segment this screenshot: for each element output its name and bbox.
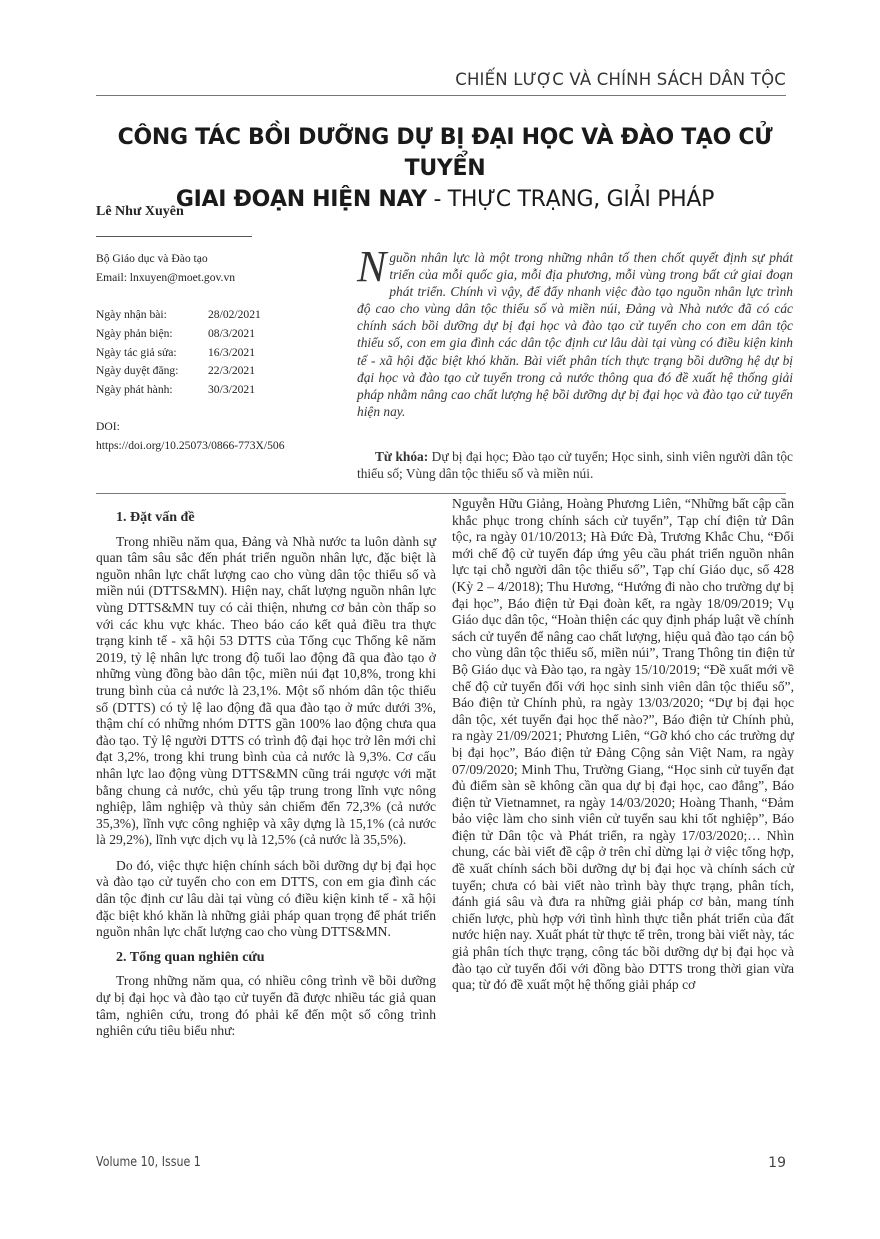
author-divider — [96, 236, 252, 237]
section-divider — [96, 493, 786, 494]
title-line-2-bold: GIAI ĐOẠN HIỆN NAY — [175, 187, 427, 212]
title-line-2-light: - THỰC TRẠNG, GIẢI PHÁP — [426, 187, 715, 212]
paragraph: Do đó, việc thực hiện chính sách bồi dưỡng dự bị đại học và đào tạo cử tuyển cho con em DTTS, con em gia đình các dân tộc định cư lâu dài tại vùng có điều kiện kinh tế - xã hội đặc biệt khó khăn là những giải pháp quan trọng để phát triển nguồn nhân lực chất lượng cao cho vùng DTTS&MN. — [96, 857, 436, 940]
date-row: Ngày duyệt đăng: 22/3/2021 — [96, 364, 256, 378]
footer-volume: Volume 10, Issue 1 — [96, 1155, 201, 1170]
date-row: Ngày nhận bài: 28/02/2021 — [96, 308, 261, 321]
abstract-dropcap: N — [357, 242, 387, 291]
email: Email: lnxuyen@moet.gov.vn — [96, 270, 236, 284]
keywords-label: Từ khóa: — [375, 449, 429, 464]
paragraph: Trong những năm qua, có nhiều công trình về bồi dưỡng dự bị đại học và đào tạo cử tuyển đã được nhiều tác giả quan tâm, nghiên cứu, trong đó phải kể đến một số công trình nghiên cứu tiêu biểu như: — [96, 973, 436, 1039]
author-name: Lê Như Xuyên — [96, 204, 184, 219]
doi-link[interactable]: https://doi.org/10.25073/0866-773X/506 — [96, 438, 285, 452]
body-column-right — [452, 496, 794, 1003]
doi-block — [96, 418, 285, 456]
header-divider — [96, 95, 786, 96]
paragraph: Nguyễn Hữu Giảng, Hoàng Phương Liên, “Những bất cập cần khắc phục trong chính sách cử tuyển”, Tạp chí điện tử Dân tộc, ra ngày 01/10/2013; Hà Đức Đà, Trương Khắc Chu, “Đổi mới chế độ cử tuyển đáp ứng yêu cầu phát triển nguồn nhân lực tại chỗ người dân tộc thiểu số”, Tạp chí Giáo dục, số 428 (Kỳ 2 – 4/2018); Thu Hương, “Hướng đi nào cho trường dự bị đại học”, Báo điện tử Đại đoàn kết, ra ngày 18/09/2019; Vụ Giáo dục dân tộc, “Hoàn thiện các quy định pháp luật về chính sách cử tuyển để nâng cao chất lượng, hiệu quả đào tạo cán bộ cho vùng dân tộc thiểu số, miền núi”, Trang Thông tin điện tử Bộ Giáo dục và Đào tạo, ra ngày 15/10/2019; “Đề xuất mới về chế độ cử tuyển đối với học sinh sinh viên dân tộc thiểu số”, Báo điện tử Chính phủ, ra ngày 13/03/2020; “Dự bị đại học dân tộc, xét tuyển đại học thế nào?”, Báo điện tử Chính phủ, ra ngày 21/09/2021; Phương Liên, “Gỡ khó cho các trường dự bị đại học”, Báo điện tử Đảng Cộng sản Việt Nam, ra ngày 07/09/2020; Minh Thu, Trường Giang, “Học sinh cử tuyển đạt đủ điểm sàn sẽ không cần qua dự bị đại học, cao đẳng”, Báo điện tử Vietnamnet, ra ngày 14/03/2020; Hoàng Thanh, “Đảm bảo việc làm cho sinh viên cử tuyển sau khi tốt nghiệp”, Báo điện tử Dân tộc và Phát triển, ra ngày 17/03/2020;… Nhìn chung, các bài viết đề cập ở trên chỉ dừng lại ở việc tổng hợp, đề xuất chính sách bồi dưỡng dự bị đại học và chính sách cử tuyển; chưa có bài viết nào trình bày thực trạng, phân tích, đánh giá sâu và đưa ra những giải pháp cơ bản, mang tính chiến lược, phù hợp với tình hình thực tiễn phát triển của đất nước hiện nay. Xuất phát từ thực tế trên, trong bài viết này, tác giả phân tích thực trạng, công tác bồi dưỡng dự bị đại học và đào tạo cử tuyển đối với đồng bào DTTS trong thời gian vừa qua; từ đó đề xuất một hệ thống giải pháp cơ — [452, 496, 794, 993]
abstract-text: guồn nhân lực là một trong những nhân tố then chốt quyết định sự phát triển của mỗi quốc gia, mỗi địa phương, mỗi vùng trong bất cứ giai đoạn phát triển. Chính vì vậy, để đẩy nhanh việc đào tạo nguồn nhân lực trình độ cao cho vùng dân tộc thiểu số và miền núi, Đảng và Nhà nước đã có các chính sách bồi dưỡng dự bị đại học và đào tạo cử tuyển cho con em dân tộc thiểu số, con em gia đình các dân tộc định cư lâu dài tại vùng có điều kiện kinh tế - xã hội đặc biệt khó khăn. Bài viết phân tích thực trạng bồi dưỡng hệ dự bị đại học và đào tạo cử tuyển trong cả nước thông qua đó đề xuất hệ thống giải pháp nhằm nâng cao chất lượng hệ bồi dưỡng dự bị đại học và đào tạo cử tuyển hiện nay. — [357, 250, 793, 419]
affiliation: Bộ Giáo dục và Đào tạo — [96, 252, 208, 265]
keywords-text: Dự bị đại học; Đào tạo cử tuyển; Học sinh, sinh viên người dân tộc thiểu số; Vùng dân tộc thiểu số và miền núi. — [357, 449, 794, 481]
keywords — [357, 448, 793, 482]
section-heading: 2. Tổng quan nghiên cứu — [116, 949, 265, 965]
abstract — [357, 242, 793, 420]
title-line-1: CÔNG TÁC BỒI DƯỠNG DỰ BỊ ĐẠI HỌC VÀ ĐÀO TẠO CỬ TUYỂN — [117, 125, 773, 181]
running-header: CHIẾN LƯỢC VÀ CHÍNH SÁCH DÂN TỘC — [455, 70, 786, 89]
body-column-left — [96, 510, 436, 1049]
date-row: Ngày tác giả sửa: 16/3/2021 — [96, 345, 256, 359]
paragraph: Trong nhiều năm qua, Đảng và Nhà nước ta luôn dành sự quan tâm sâu sắc đến phát triển nguồn nhân lực, đặc biệt là nguồn nhân lực chất lượng cao cho vùng dân tộc thiểu số và miền núi (DTTS&MN). Hiện nay, chất lượng nguồn nhân lực vùng DTTS&MN tuy có cải thiện, nhưng cơ bản còn thấp so với các khu vực khác. Theo báo cáo kết quả điều tra thực trạng kinh tế - xã hội 53 DTTS của Tổng cục Thống kê năm 2019, tỷ lệ nhân lực trong độ tuổi lao động đã qua đào tạo ở những vùng đồng bào dân tộc, miền núi đạt 10,8%, trong khi trung bình của cả nước là 23,1%. Một số nhóm dân tộc thiểu số (DTTS) có tỷ lệ lao động đã qua đào tạo ở mức dưới 3%, thậm chí có những nhóm DTTS gần 100% lao động chưa qua đào tạo. Tỷ lệ người DTTS có trình độ đại học trở lên mới chỉ đạt 3,2%, trong khi trung bình của cả nước là 9,3%. Cơ cấu nhân lực lao động vùng DTTS&MN cũng trái ngược với mặt bằng chung cả nước, chủ yếu tập trung trong lĩnh vực nông nghiệp, lâm nghiệp và thủy sản chiếm đến 72,3% (cả nước 35,3%), lĩnh vực công nghiệp và xây dựng là 15,1% (cả nước là 29,2%), lĩnh vực dịch vụ là 12,5% (cả nước là 35,5%). — [96, 533, 436, 848]
title-line-2 — [92, 184, 798, 215]
page-number: 19 — [768, 1155, 786, 1171]
section-heading: 1. Đặt vấn đề — [116, 510, 195, 525]
article-title — [92, 122, 798, 215]
date-row: Ngày phản biện: 08/3/2021 — [96, 326, 256, 340]
affiliation-block — [96, 250, 235, 288]
dates-block — [96, 306, 261, 400]
date-row: Ngày phát hành: 30/3/2021 — [96, 383, 256, 397]
doi-label: DOI: — [96, 420, 120, 433]
